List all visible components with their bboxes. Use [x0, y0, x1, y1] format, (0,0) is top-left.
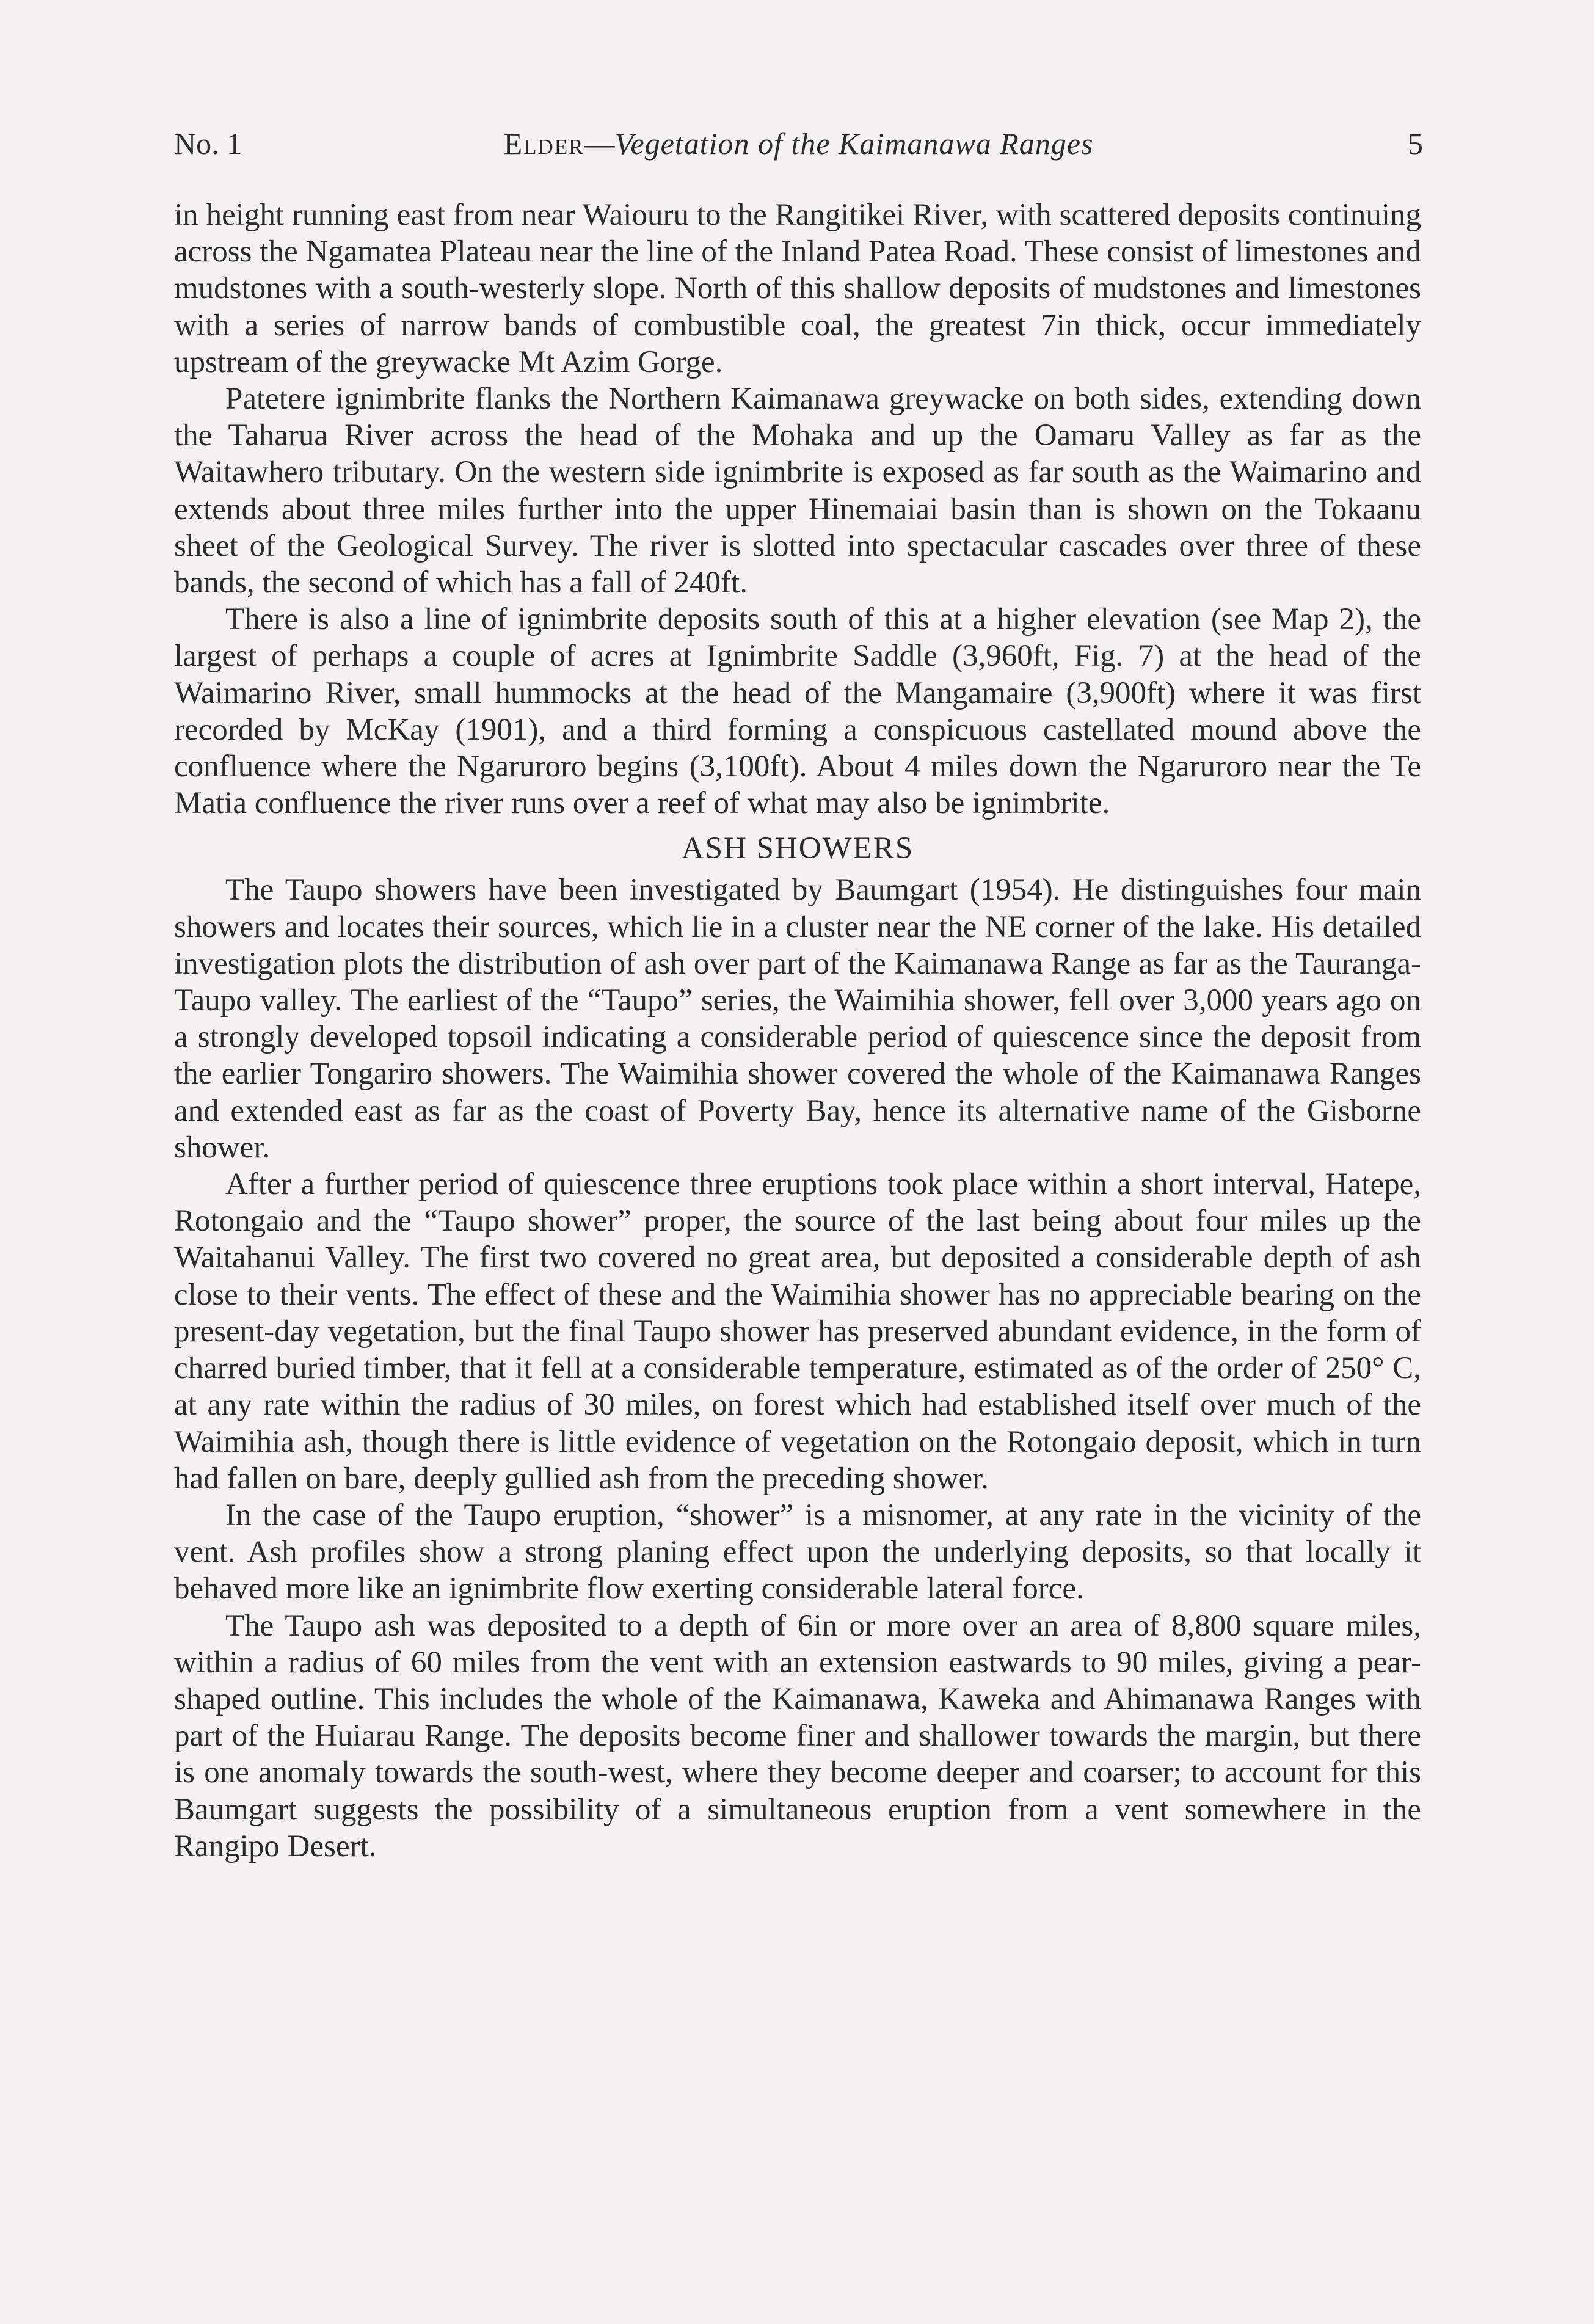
- paragraph-continued: in height running east from near Waiouru to the Rangitikei River, with scattered deposits continuing across the Ngamatea Plateau near the line of the Inland Patea Road. These consist of limestones and mudstones with a south-westerly slope. North of this shallow deposits of mudstones and limestones with a series of narrow bands of combustible coal, the greatest 7in thick, occur immediately upstream of the greywacke Mt Azim Gorge.: [174, 198, 1421, 379]
- issue-number: No. 1: [174, 126, 242, 161]
- article-body: [174, 197, 1421, 1865]
- paragraph-patetere-ignimbrite: Patetere ignimbrite flanks the Northern Kaimanawa greywacke on both sides, extending down the Taharua River across the head of the Mohaka and up the Oamaru Valley as far as the Waitawhero tributary. On the western side ignimbrite is exposed as far south as the Waimarino and extends about three miles further into the upper Hinemaiai basin than is shown on the Tokaanu sheet of the Geological Survey. The river is slotted into spectacular cascades over three of these bands, the second of which has a fall of 240ft.: [174, 382, 1421, 600]
- paragraph-three-eruptions: After a further period of quiescence three eruptions took place within a short interval, Hatepe, Rotongaio and the “Taupo shower” proper, the source of the last being about four miles up the Waitahanui Valley. The first two covered no great area, but deposited a considerable depth of ash close to their vents. The effect of these and the Waimihia shower has no appreciable bearing on the present-day vegetation, but the final Taupo shower has preserved abundant evidence, in the form of charred buried timber, that it fell at a considerable temperature, estimated as of the order of 250° C, at any rate within the radius of 30 miles, on forest which had established itself over much of the Waimihia ash, though there is little evidence of vegetation on the Rotongaio deposit, which in turn had fallen on bare, deeply gullied ash from the preceding shower.: [174, 1167, 1421, 1496]
- running-header: [174, 122, 1423, 165]
- title-separator: —: [584, 126, 615, 161]
- paragraph-ignimbrite-deposits: There is also a line of ignimbrite deposits south of this at a higher elevation (see Map 2), the largest of perhaps a couple of acres at Ignimbrite Saddle (3,960ft, Fig. 7) at the head of the Waimarino River, small hummocks at the head of the Mangamaire (3,900ft) where it was first recorded by McKay (1901), and a third forming a conspicuous castellated mound above the confluence where the Ngaruroro begins (3,100ft). About 4 miles down the Ngaruroro near the Te Matia confluence the river runs over a reef of what may also be ignimbrite.: [174, 602, 1421, 821]
- section-heading-ash-showers: ASH SHOWERS: [681, 831, 914, 866]
- paragraph-taupo-showers: The Taupo showers have been investigated by Baumgart (1954). He distinguishes four main showers and locates their sources, which lie in a cluster near the NE corner of the lake. His detailed investigation plots the distribution of ash over part of the Kaimanawa Range as far as the Tauranga-Taupo valley. The earliest of the “Taupo” series, the Waimihia shower, fell over 3,000 years ago on a strongly developed topsoil indicating a considerable period of quiescence since the deposit from the earlier Tongariro showers. The Waimihia shower covered the whole of the Kaimanawa Ranges and extended east as far as the coast of Poverty Bay, hence its alternative name of the Gisborne shower.: [174, 873, 1421, 1165]
- running-title: [174, 122, 1423, 165]
- paragraph-taupo-eruption: In the case of the Taupo eruption, “shower” is a misnomer, at any rate in the vicinity of the vent. Ash profiles show a strong planing effect upon the underlying deposits, so that locally it behaved more like an ignimbrite flow exerting considerable lateral force.: [174, 1498, 1421, 1606]
- article-title: Vegetation of the Kaimanawa Ranges: [614, 126, 1094, 161]
- author-name: Elder: [503, 126, 584, 161]
- page-number: 5: [1408, 126, 1423, 161]
- paragraph-taupo-ash-depth: The Taupo ash was deposited to a depth of 6in or more over an area of 8,800 square miles, within a radius of 60 miles from the vent with an extension eastwards to 90 miles, giving a pear-shaped outline. This includes the whole of the Kaimanawa, Kaweka and Ahimanawa Ranges with part of the Huiarau Range. The deposits become finer and shallower towards the margin, but there is one anomaly towards the south-west, where they become deeper and coarser; to account for this Baumgart suggests the possibility of a simultaneous eruption from a vent somewhere in the Rangipo Desert.: [174, 1608, 1421, 1863]
